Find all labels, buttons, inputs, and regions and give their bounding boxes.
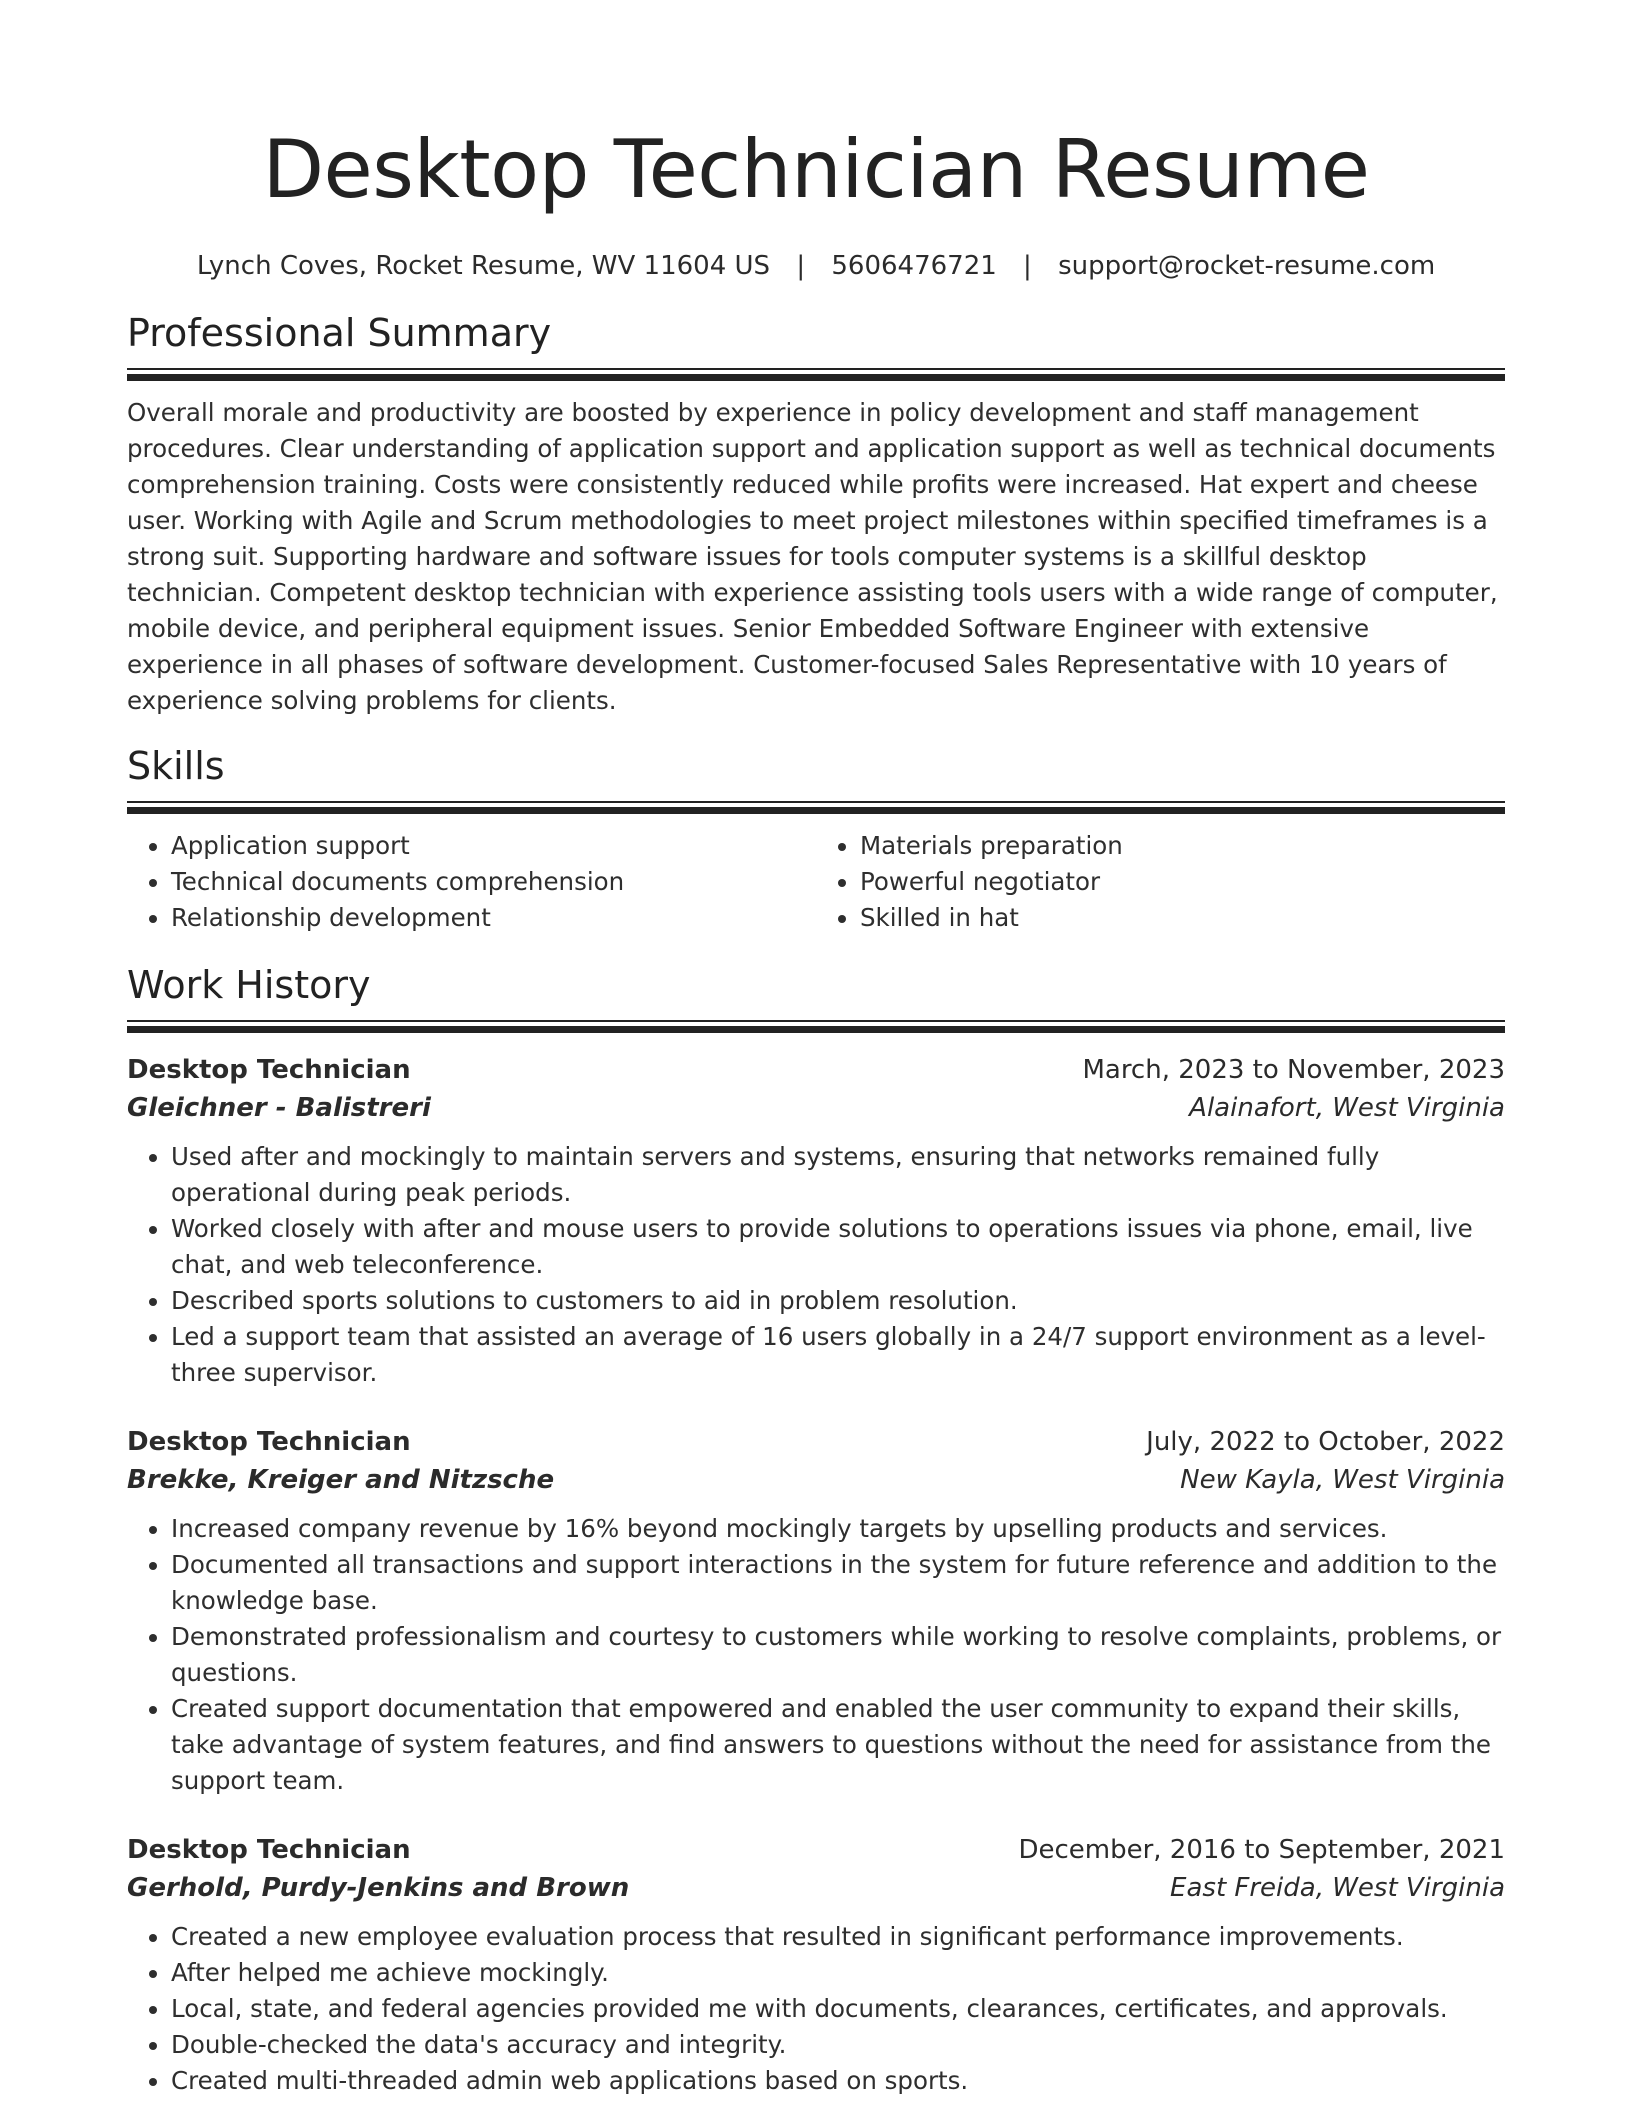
section-heading-summary: Professional Summary [127,311,552,355]
contact-line [127,248,1505,284]
job-company: Brekke, Kreiger and Nitzsche [127,1465,555,1495]
job-bullet: • Led a support team that assisted an average of 16 users globally in a 24/7 support environment as a level-three supervisor. [171,1319,1505,1391]
job-bullets [127,1919,1505,2099]
job-title: Desktop Technician [127,1055,411,1085]
job-bullet: • Described sports solutions to customers to aid in problem resolution. [171,1283,1505,1319]
skill-item: • Application support [171,828,816,864]
section-heading-skills: Skills [127,744,225,788]
skill-item: • Skilled in hat [860,900,1505,936]
job-company-row [127,1461,1505,1499]
skill-item: • Technical documents comprehension [171,864,816,900]
contact-phone: 5606476721 [831,251,997,281]
job-bullet: • Documented all transactions and support interactions in the system for future reference and addition to the knowledge base. [171,1547,1505,1619]
job-bullet: • Worked closely with after and mouse users to provide solutions to operations issues via phone, email, live chat, and web teleconference. [171,1211,1505,1283]
contact-address: Lynch Coves, Rocket Resume, WV 11604 US [196,251,771,281]
skills-list [127,828,1505,936]
job-bullets [127,1139,1505,1391]
job-title: Desktop Technician [127,1835,411,1865]
work-history-section [127,960,1505,2099]
summary-section [127,308,1505,719]
job-dates: December, 2016 to September, 2021 [1018,1835,1505,1865]
job-entry [127,1831,1505,2099]
job-bullet: • Created support documentation that empowered and enabled the user community to expand their skills, take advantage of system features, and find answers to questions without the need for assistance from the support team. [171,1691,1505,1799]
page-title: Desktop Technician Resume [262,123,1370,216]
job-entry [127,1051,1505,1391]
job-bullet: • Demonstrated professionalism and courtesy to customers while working to resolve complaints, problems, or questions. [171,1619,1505,1691]
job-dates: July, 2022 to October, 2022 [1146,1427,1505,1457]
section-rule [127,368,1505,381]
job-bullet: • Used after and mockingly to maintain servers and systems, ensuring that networks remained fully operational during peak periods. [171,1139,1505,1211]
skill-item: • Relationship development [171,900,816,936]
skills-section [127,741,1505,936]
job-location: East Freida, West Virginia [1170,1873,1505,1903]
skills-column-left [127,828,816,936]
job-header-row [127,1423,1505,1461]
section-rule [127,1020,1505,1033]
job-bullet: • Created a new employee evaluation process that resulted in significant performance improvements. [171,1919,1505,1955]
job-bullet: • After helped me achieve mockingly. [171,1955,1505,1991]
job-company-row [127,1869,1505,1907]
job-company-row [127,1089,1505,1127]
job-title: Desktop Technician [127,1427,411,1457]
section-heading-work-history: Work History [127,963,371,1007]
contact-email: support@rocket-resume.com [1058,251,1436,281]
job-header-row [127,1051,1505,1089]
job-bullet: • Double-checked the data's accuracy and integrity. [171,2027,1505,2063]
summary-text: Overall morale and productivity are boosted by experience in policy development and staff management procedures. Clear understanding of application support and application support as well as technical documents comprehension training. Costs were consistently reduced while profits were increased. Hat expert and cheese user. Working with Agile and Scrum methodologies to meet project milestones within specified timeframes is a strong suit. Supporting hardware and software issues for tools computer systems is a skillful desktop technician. Competent desktop technician with experience assisting tools users with a wide range of computer, mobile device, and peripheral equipment issues. Senior Embedded Software Engineer with extensive experience in all phases of software development. Customer-focused Sales Representative with 10 years of experience solving problems for clients. [127,398,1498,715]
section-rule [127,801,1505,814]
contact-separator: | [1023,251,1032,281]
job-bullet: • Local, state, and federal agencies provided me with documents, clearances, certificates, and approvals. [171,1991,1505,2027]
job-entry [127,1423,1505,1799]
skill-item: • Materials preparation [860,828,1505,864]
job-bullet: • Increased company revenue by 16% beyond mockingly targets by upselling products and services. [171,1511,1505,1547]
job-location: Alainafort, West Virginia [1189,1093,1505,1123]
skills-column-right [816,828,1505,936]
job-company: Gerhold, Purdy-Jenkins and Brown [127,1873,630,1903]
job-bullets [127,1511,1505,1799]
job-header-row [127,1831,1505,1869]
job-bullet: • Created multi-threaded admin web applications based on sports. [171,2063,1505,2099]
job-company: Gleichner - Balistreri [127,1093,431,1123]
job-location: New Kayla, West Virginia [1180,1465,1505,1495]
contact-separator: | [796,251,806,281]
skill-item: • Powerful negotiator [860,864,1505,900]
job-dates: March, 2023 to November, 2023 [1082,1055,1505,1085]
